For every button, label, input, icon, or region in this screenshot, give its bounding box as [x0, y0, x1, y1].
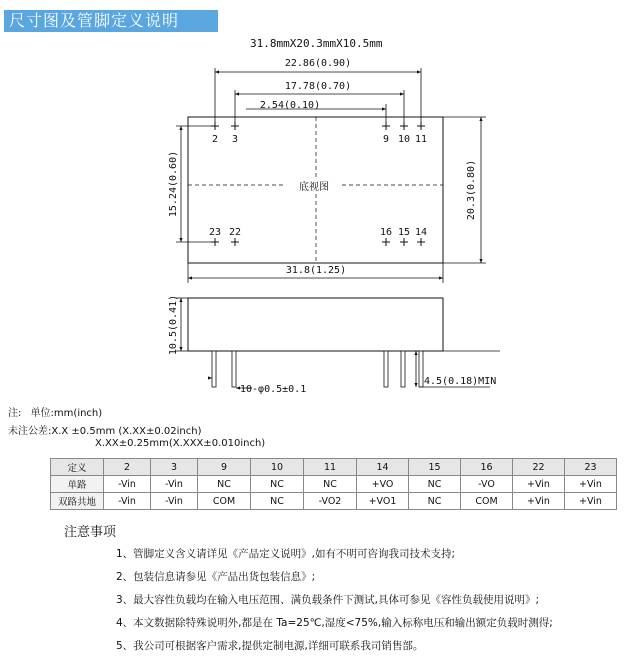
tolerance-note-line2: X.XX±0.25mm(X.XXX±0.010inch)	[95, 438, 266, 449]
table-cell: NC	[304, 476, 357, 493]
dim-label-15-24: 15.24(0.60)	[168, 150, 179, 218]
dim-label-20-3: 20.3(0.80)	[466, 159, 477, 221]
pin-label-14: 14	[414, 227, 428, 238]
pin-label-15: 15	[397, 227, 411, 238]
table-header-cell: 15	[409, 459, 461, 476]
pin-definition-table	[50, 458, 617, 510]
table-cell: COM	[198, 493, 251, 510]
table-cell: COM	[461, 493, 513, 510]
section-title: 尺寸图及管脚定义说明	[9, 11, 180, 30]
notice-item: 4、本文数据除特殊说明外,都是在 Ta=25℃,湿度<75%,输入标称电压和输出额定负载时测得;	[116, 617, 553, 629]
dim-label-17-78: 17.78(0.70)	[284, 81, 352, 92]
table-header-cell: 14	[357, 459, 409, 476]
table-cell: +VO	[357, 476, 409, 493]
side-view-outline	[188, 298, 443, 351]
table-cell: -Vin	[151, 476, 198, 493]
table-cell: NC	[409, 476, 461, 493]
table-cell: -Vin	[104, 493, 151, 510]
table-cell: +Vin	[565, 476, 617, 493]
table-header-cell: 16	[461, 459, 513, 476]
table-cell: +Vin	[513, 476, 565, 493]
pin-label-16: 16	[379, 227, 393, 238]
table-header-cell: 2	[104, 459, 151, 476]
table-cell: +Vin	[513, 493, 565, 510]
table-cell: +Vin	[565, 493, 617, 510]
table-header-cell: 3	[151, 459, 198, 476]
table-header-row	[51, 459, 617, 476]
unit-note	[8, 404, 102, 419]
notice-item: 1、管脚定义含义请详见《产品定义说明》,如有不明可咨询我司技术支持;	[116, 548, 456, 560]
dim-label-31-8: 31.8(1.25)	[285, 265, 347, 276]
pin-markers-top	[211, 122, 425, 130]
table-header-cell: 23	[565, 459, 617, 476]
pin-label-10: 10	[397, 134, 411, 145]
overall-dimensions: 31.8mmX20.3mmX10.5mm	[250, 37, 383, 50]
bottom-view-label: 底视图	[299, 182, 329, 193]
table-cell: NC	[409, 493, 461, 510]
table-cell: NC	[198, 476, 251, 493]
tolerance-note: 未注公差:X.X ±0.5mm (X.XX±0.02inch)	[8, 426, 202, 437]
table-row	[51, 476, 617, 493]
notice-item: 5、我公司可根据客户需求,提供定制电源,详细可联系我司销售部。	[116, 640, 424, 652]
table-header-cell: 10	[251, 459, 304, 476]
side-view-pins	[212, 351, 423, 387]
pin-spec-label: 10-φ0.5±0.1	[240, 384, 307, 395]
table-cell: -Vin	[104, 476, 151, 493]
dim-label-2-54: 2.54(0.10)	[259, 100, 321, 111]
pin-markers-bottom	[211, 238, 425, 246]
pin-label-11: 11	[414, 134, 428, 145]
notice-item: 2、包装信息请参见《产品出货包装信息》;	[116, 571, 316, 583]
table-cell: -VO2	[304, 493, 357, 510]
dim-label-10-5: 10.5(0.41)	[168, 294, 179, 356]
table-cell: -VO	[461, 476, 513, 493]
table-row	[51, 493, 617, 510]
table-header-cell: 9	[198, 459, 251, 476]
unit-note-label: 注:	[8, 408, 22, 419]
pin-label-23: 23	[208, 227, 222, 238]
notice-item: 3、最大容性负载均在输入电压范围、满负载条件下测试,具体可参见《容性负载使用说明》;	[116, 594, 540, 606]
table-header-cell: 定义	[51, 459, 104, 476]
pin-label-3: 3	[231, 134, 239, 145]
table-row-label: 单路	[51, 476, 104, 493]
table-cell: NC	[251, 493, 304, 510]
table-cell: -Vin	[151, 493, 198, 510]
table-cell: +VO1	[357, 493, 409, 510]
dim-label-22-86: 22.86(0.90)	[284, 58, 352, 69]
unit-note-value: 单位:mm(inch)	[30, 408, 103, 419]
table-row-label: 双路共地	[51, 493, 104, 510]
table-header-cell: 22	[513, 459, 565, 476]
table-cell: NC	[251, 476, 304, 493]
notice-title: 注意事项	[64, 525, 117, 540]
pin-label-2: 2	[211, 134, 219, 145]
pin-label-9: 9	[382, 134, 390, 145]
table-header-cell: 11	[304, 459, 357, 476]
pin-label-22: 22	[228, 227, 242, 238]
dim-label-4-5: 4.5(0.18)MIN	[424, 376, 497, 387]
